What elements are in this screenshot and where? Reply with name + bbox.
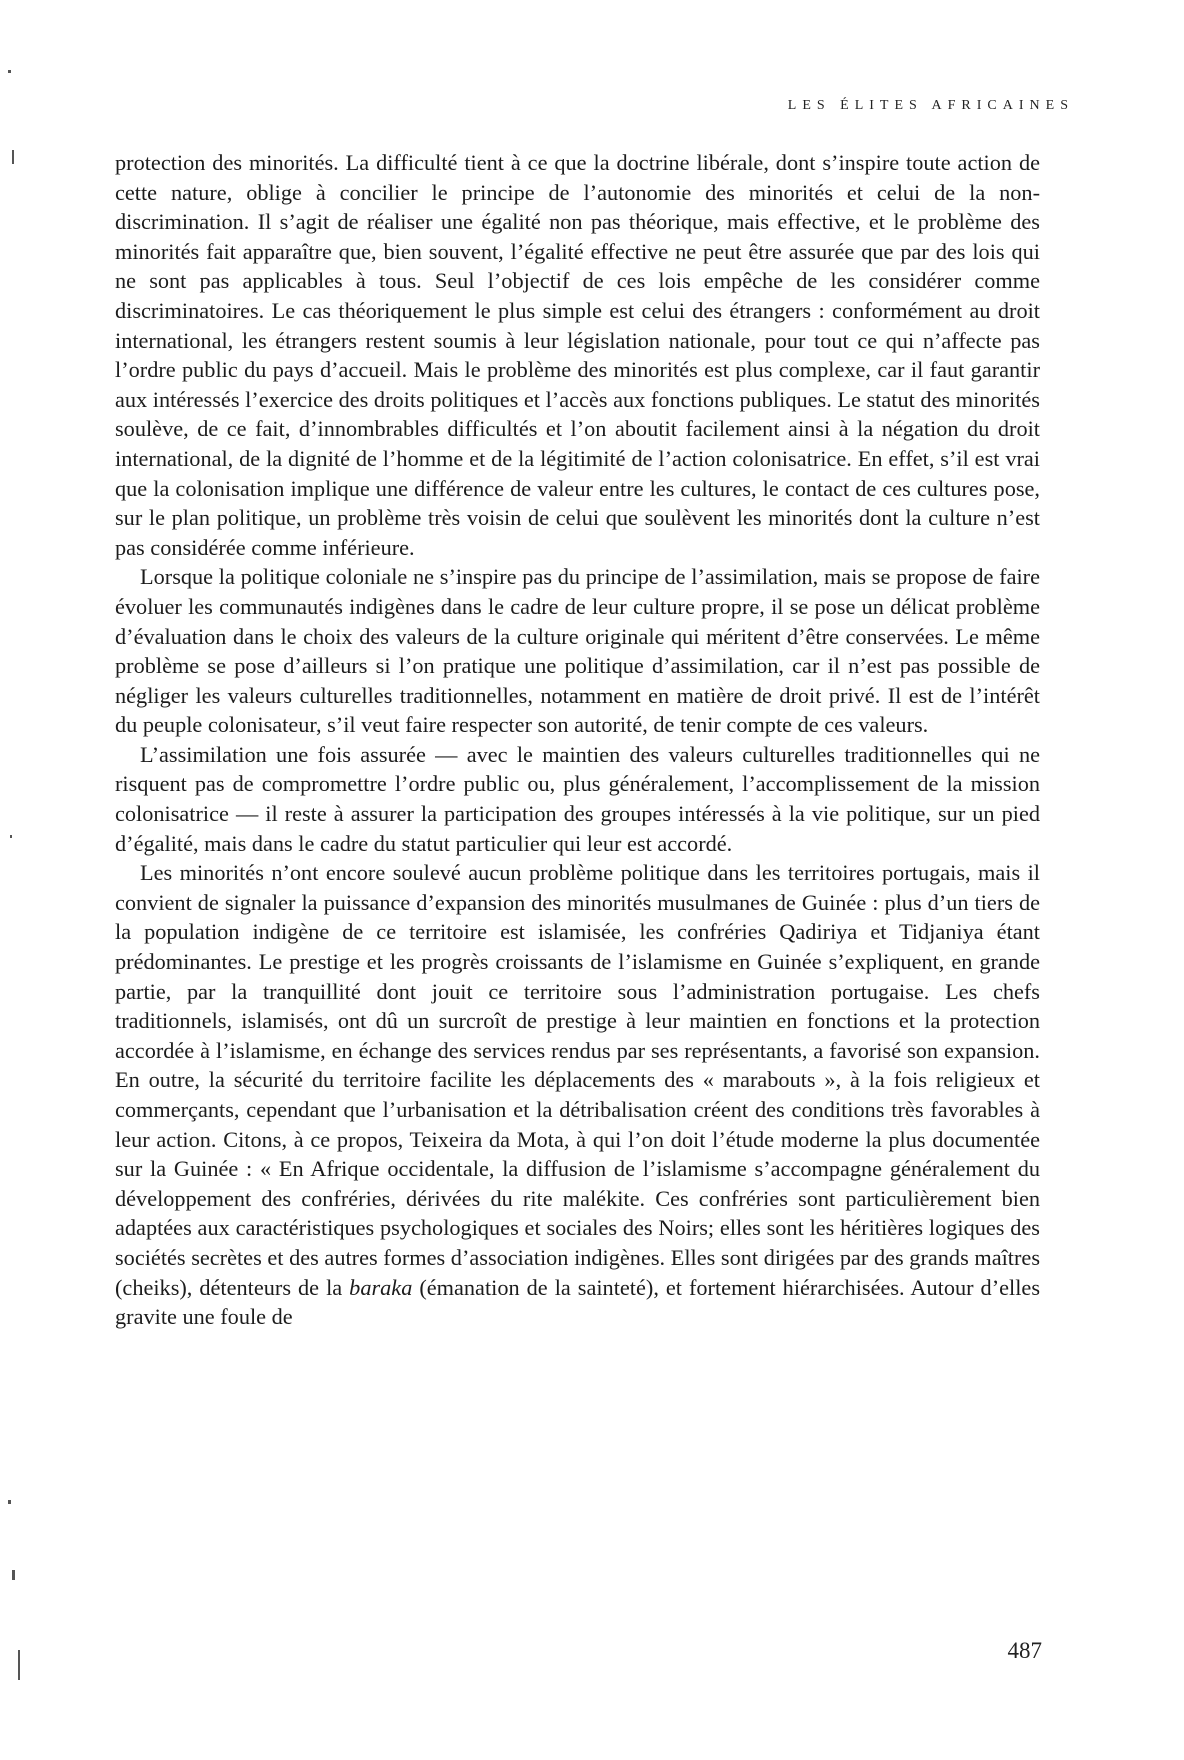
paragraph-2: Lorsque la politique coloniale ne s’inspire pas du principe de l’assimilation, mais se propose de faire évoluer les communautés indigènes dans le cadre de leur culture propre, il se pose un délicat problème d’évaluation dans le choix des valeurs de la culture originale qui méritent d’être conservées. Le même problème se pose d’ailleurs si l’on pratique une politique d’assimilation, car il n’est pas possible de négliger les valeurs culturelles traditionnelles, notamment en matière de droit privé. Il est de l’intérêt du peuple colonisateur, s’il veut faire respecter son autorité, de tenir compte de ces valeurs.: [115, 564, 1040, 738]
paragraph-4: [115, 858, 1040, 1332]
page-number: 487: [1007, 1638, 1042, 1663]
paragraph-4-part-2: (émanation de la sainteté), et fortement hiérarchisées. Autour d’elles gravite une foule de: [115, 1274, 1040, 1330]
italic-term-baraka: baraka: [349, 1274, 413, 1300]
body-text: [115, 148, 1040, 1332]
scan-mark: [12, 1570, 15, 1580]
scan-mark: [10, 835, 12, 838]
paragraph-3: L’assimilation une fois assurée — avec le maintien des valeurs culturelles traditionnelles qui ne risquent pas de compromettre l’ordre public ou, plus généralement, l’accomplissement de la mission colonisatrice — il reste à assurer la participation des groupes intéressés à la vie politique, sur un pied d’égalité, mais dans le cadre du statut particulier qui leur est accordé.: [115, 741, 1040, 856]
paragraph-4-part-1: Les minorités n’ont encore soulevé aucun problème politique dans les territoires portugais, mais il convient de signaler la puissance d’expansion des minorités musulmanes de Guinée : plus d’un tiers de la population indigène de ce territoire est islamisée, les confréries Qadiriya et Tidjaniya étant prédominantes. Le prestige et les progrès croissants de l’islamisme en Guinée s’expliquent, en grande partie, par la tranquillité dont jouit ce territoire sous l’administration portugaise. Les chefs traditionnels, islamisés, ont dû un surcroît de prestige à leur maintien en fonctions et la protection accordée à l’islamisme, en échange des services rendus par ses représentants, a favorisé son expansion. En outre, la sécurité du territoire facilite les déplacements des « marabouts », à la fois religieux et commerçants, cependant que l’urbanisation et la détribalisation créent des conditions très favorables à leur action. Citons, à ce propos, Teixeira da Mota, à qui l’on doit l’étude moderne la plus documentée sur la Guinée : « En Afrique occidentale, la diffusion de l’islamisme s’accompagne généralement du développement des confréries, dérivées du rite malékite. Ces confréries sont particulièrement bien adaptées aux caractéristiques psychologiques et sociales des Noirs; elles sont les héritières logiques des sociétés secrètes et des autres formes d’association indigènes. Elles sont dirigées par des grands maîtres (cheiks), détenteurs de la: [115, 860, 1040, 1300]
running-head: LES ÉLITES AFRICAINES: [787, 98, 1074, 113]
paragraph-1: protection des minorités. La difficulté tient à ce que la doctrine libérale, dont s’inspire toute action de cette nature, oblige à concilier le principe de l’autonomie des minorités et celui de la non-discrimination. Il s’agit de réaliser une égalité non pas théorique, mais effective, et le problème des minorités fait apparaître que, bien souvent, l’égalité effective ne peut être assurée que par des lois qui ne sont pas applicables à tous. Seul l’objectif de ces lois empêche de les considérer comme discriminatoires. Le cas théoriquement le plus simple est celui des étrangers : conformément au droit international, les étrangers restent soumis à leur législation nationale, pour tout ce qui n’affecte pas l’ordre public du pays d’accueil. Mais le problème des minorités est plus complexe, car il faut garantir aux intéressés l’exercice des droits politiques et l’accès aux fonctions publiques. Le statut des minorités soulève, de ce fait, d’innombrables difficultés et l’on aboutit facilement ainsi à la négation du droit international, de la dignité de l’homme et de la légitimité de l’action colonisatrice. En effet, s’il est vrai que la colonisation implique une différence de valeur entre les cultures, le contact de ces cultures pose, sur le plan politique, un problème très voisin de celui que soulèvent les minorités dont la culture n’est pas considérée comme inférieure.: [115, 150, 1040, 560]
scan-mark: [18, 1650, 20, 1680]
scan-mark: [12, 150, 14, 164]
scan-mark: [8, 70, 11, 73]
scan-mark: [8, 1500, 11, 1504]
